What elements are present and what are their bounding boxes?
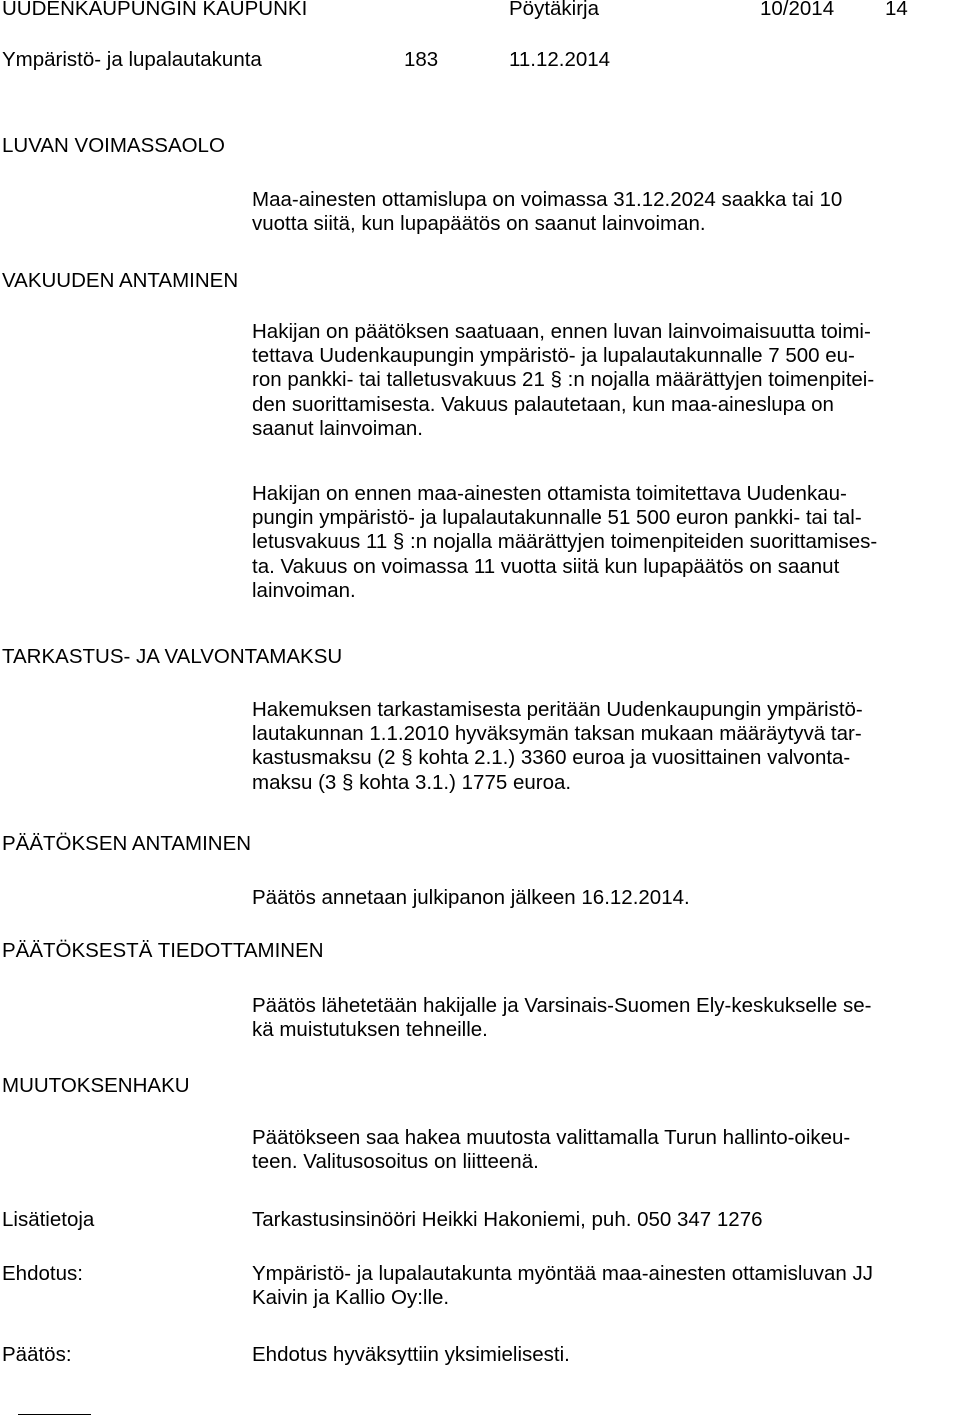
- section-number: 183: [404, 48, 439, 71]
- text-line: Ympäristö- ja lupalautakunta myöntää maa-ainesten ottamisluvan JJ: [252, 1262, 874, 1285]
- decision-issue-text: [252, 886, 960, 910]
- proposal-label: Ehdotus:: [2, 1262, 83, 1285]
- text-line: lainvoiman.: [252, 578, 356, 602]
- guarantee-heading: VAKUUDEN ANTAMINEN: [2, 269, 239, 292]
- appeal-heading: MUUTOKSENHAKU: [2, 1074, 190, 1097]
- decision-value: Ehdotus hyväksyttiin yksimielisesti.: [252, 1343, 570, 1366]
- text-line: Päätös lähetetään hakijalle ja Varsinais-Suomen Ely-keskukselle se-: [252, 994, 872, 1017]
- guarantee-paragraph-2: [252, 482, 960, 603]
- meeting-date: 11.12.2014: [509, 48, 611, 71]
- text-line: Maa-ainesten ottamislupa on voimassa 31.12.2024 saakka tai 10: [252, 188, 843, 211]
- text-line: ta. Vakuus on voimassa 11 vuotta siitä kun lupapäätös on saanut: [252, 554, 840, 578]
- info-label: Lisätietoja: [2, 1208, 95, 1231]
- text-line: ron pankki- tai talletusvakuus 21 § :n nojalla määrättyjen toimenpitei-: [252, 368, 875, 392]
- validity-text: [252, 188, 960, 236]
- doc-type: Pöytäkirja: [509, 0, 600, 20]
- text-line: Hakemuksen tarkastamisesta peritään Uudenkaupungin ympäristö-: [252, 698, 863, 721]
- decision-label: Päätös:: [2, 1343, 72, 1366]
- page-number: 14: [885, 0, 908, 20]
- text-line: Päätökseen saa hakea muutosta valittamalla Turun hallinto-oikeu-: [252, 1126, 851, 1149]
- doc-number: 10/2014: [760, 0, 835, 20]
- appeal-text: [252, 1126, 960, 1174]
- board-name: Ympäristö- ja lupalautakunta: [2, 48, 262, 71]
- text-line: saanut lainvoiman.: [252, 416, 423, 440]
- notification-heading: PÄÄTÖKSESTÄ TIEDOTTAMINEN: [2, 939, 324, 962]
- decision-issue-heading: PÄÄTÖKSEN ANTAMINEN: [2, 832, 252, 855]
- text-line: Hakijan on päätöksen saatuaan, ennen luvan lainvoimaisuutta toimi-: [252, 320, 871, 343]
- validity-heading: LUVAN VOIMASSAOLO: [2, 134, 225, 157]
- text-line: pungin ympäristö- ja lupalautakunnalle 51 500 euron pankki- tai tal-: [252, 506, 862, 530]
- text-line: kastusmaksu (2 § kohta 2.1.) 3360 euroa ja vuosittainen valvonta-: [252, 746, 851, 770]
- text-line: Kaivin ja Kallio Oy:lle.: [252, 1286, 450, 1310]
- notification-text: [252, 994, 960, 1042]
- text-line: kä muistutuksen tehneille.: [252, 1018, 488, 1042]
- text-line: Päätös annetaan julkipanon jälkeen 16.12.2014.: [252, 886, 690, 909]
- text-line: tettava Uudenkaupungin ympäristö- ja lupalautakunnalle 7 500 eu-: [252, 344, 855, 368]
- proposal-text: [252, 1262, 960, 1310]
- text-line: vuotta siitä, kun lupapäätös on saanut lainvoiman.: [252, 212, 706, 236]
- text-line: Hakijan on ennen maa-ainesten ottamista toimitettava Uudenkau-: [252, 482, 847, 505]
- inspection-text: [252, 698, 960, 795]
- text-line: den suorittamisesta. Vakuus palautetaan, kun maa-aineslupa on: [252, 392, 834, 416]
- guarantee-paragraph-1: [252, 320, 960, 441]
- text-line: letusvakuus 11 § :n nojalla määrättyjen toimenpiteiden suorittamises-: [252, 530, 878, 554]
- text-line: maksu (3 § kohta 3.1.) 1775 euroa.: [252, 770, 572, 794]
- info-value: Tarkastusinsinööri Heikki Hakoniemi, puh. 050 347 1276: [252, 1208, 763, 1231]
- text-line: lautakunnan 1.1.2010 hyväksymän taksan mukaan määräytyvä tar-: [252, 722, 862, 746]
- org-name: UUDENKAUPUNGIN KAUPUNKI: [2, 0, 308, 20]
- footer-rule: [18, 1414, 91, 1415]
- text-line: teen. Valitusosoitus on liitteenä.: [252, 1150, 539, 1174]
- inspection-heading: TARKASTUS- JA VALVONTAMAKSU: [2, 645, 343, 668]
